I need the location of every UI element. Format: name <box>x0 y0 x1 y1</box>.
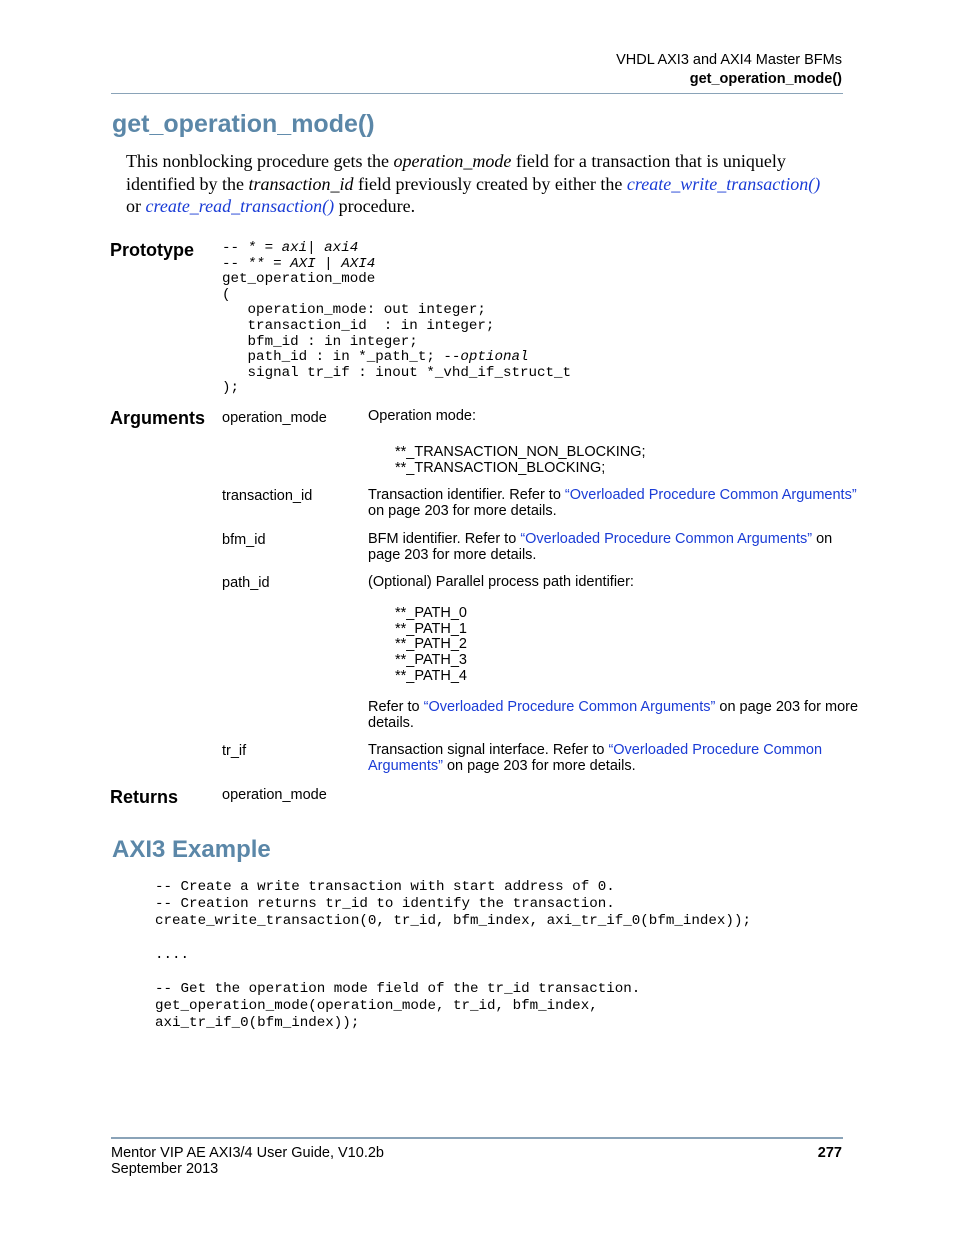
prototype-label: Prototype <box>110 240 195 260</box>
code-comment: * = axi| axi4 <box>247 240 359 256</box>
arg-value: **_PATH_2 <box>395 636 467 653</box>
arg-desc-operation-mode <box>368 409 860 476</box>
overloaded-args-link[interactable]: “Overloaded Procedure Common Arguments” <box>520 531 813 547</box>
page-number: 277 <box>817 1145 842 1161</box>
create-read-transaction-link[interactable]: create_read_transaction() <box>145 196 335 216</box>
code-line: get_operation_mode <box>222 271 376 288</box>
code-line: axi_tr_if_0(bfm_index)); <box>155 1015 360 1031</box>
intro-text: procedure. <box>334 196 416 216</box>
arg-value: **_PATH_3 <box>395 652 467 669</box>
footer-rule <box>111 1137 843 1139</box>
code-comment: -- <box>222 255 248 272</box>
arg-desc-text: Transaction identifier. Refer to <box>368 487 565 503</box>
code-line: create_write_transaction(0, tr_id, bfm_index, axi_tr_if_0(bfm_index)); <box>155 913 751 929</box>
code-line: -- Get the operation mode field of the tr_id transaction. <box>155 981 641 997</box>
returns-value: operation_mode <box>222 787 327 803</box>
code-line: ); <box>222 380 240 397</box>
running-header-topic: get_operation_mode() <box>689 71 842 87</box>
arg-name-operation-mode: operation_mode <box>222 410 327 426</box>
code-line: -- Create a write transaction with start address of 0. <box>155 879 615 895</box>
prototype-code <box>222 241 571 397</box>
code-line: get_operation_mode(operation_mode, tr_id, bfm_index, <box>155 998 598 1014</box>
arg-value: **_PATH_4 <box>395 667 467 684</box>
code-line: bfm_id : in integer; <box>222 333 418 350</box>
create-write-transaction-link[interactable]: create_write_transaction() <box>626 173 821 194</box>
code-line: -- Creation returns tr_id to identify the transaction. <box>155 896 615 912</box>
arg-desc-path-id <box>368 575 860 731</box>
arg-value: **_TRANSACTION_NON_BLOCKING; <box>395 443 646 460</box>
arg-desc-text: Operation mode: <box>368 408 477 424</box>
intro-paragraph <box>126 150 826 218</box>
arguments-label: Arguments <box>110 408 206 428</box>
code-line: .... <box>155 947 190 963</box>
arg-desc-text: on page 203 for more details. <box>368 531 833 563</box>
arg-desc-transaction-id <box>368 488 860 520</box>
arg-desc-text: Refer to <box>368 698 424 715</box>
arg-name-transaction-id: transaction_id <box>222 488 313 504</box>
returns-label: Returns <box>110 787 179 807</box>
code-comment: optional <box>460 349 529 366</box>
arg-desc-text: BFM identifier. Refer to <box>368 531 521 547</box>
arg-name-tr-if: tr_if <box>222 743 247 759</box>
arg-desc-bfm-id <box>368 532 860 564</box>
intro-text: field for a transaction that is uniquely identified by the <box>126 151 786 194</box>
intro-text: field previously created by either the <box>353 173 627 194</box>
arg-desc-text: on page 203 for more details. <box>368 502 557 519</box>
arg-value: **_PATH_0 <box>395 604 467 621</box>
intro-text: This nonblocking procedure gets the <box>126 151 394 171</box>
intro-text: or <box>126 196 146 216</box>
arg-value: **_TRANSACTION_BLOCKING; <box>395 459 606 476</box>
arg-desc-text: on page 203 for more details. <box>442 757 636 774</box>
code-line: signal tr_if : inout *_vhd_if_struct_t <box>222 364 572 381</box>
header-rule <box>111 93 843 94</box>
overloaded-args-link[interactable]: “Overloaded Procedure Common Arguments” <box>368 742 823 774</box>
code-line: transaction_id : in integer; <box>222 317 495 334</box>
footer-guide-title: Mentor VIP AE AXI3/4 User Guide, V10.2b <box>111 1145 384 1161</box>
intro-id-field: transaction_id <box>248 173 354 194</box>
overloaded-args-link[interactable]: “Overloaded Procedure Common Arguments” <box>564 487 857 503</box>
running-header-section: VHDL AXI3 and AXI4 Master BFMs <box>616 52 842 68</box>
page-title: get_operation_mode() <box>112 110 375 138</box>
intro-field-name: operation_mode <box>393 151 512 171</box>
code-line: operation_mode: out integer; <box>222 302 486 319</box>
arg-name-bfm-id: bfm_id <box>222 532 266 548</box>
code-comment: ** = AXI | AXI4 <box>247 255 376 272</box>
overloaded-args-link[interactable]: “Overloaded Procedure Common Arguments” <box>423 698 716 715</box>
footer-date: September 2013 <box>111 1161 219 1177</box>
example-heading: AXI3 Example <box>112 836 271 863</box>
arg-desc-tr-if <box>368 743 860 775</box>
arg-value: **_PATH_1 <box>395 620 467 637</box>
arg-refer-text <box>368 700 860 732</box>
arg-desc-text: on page 203 for more details. <box>368 698 859 731</box>
example-code <box>155 879 751 1032</box>
arg-desc-text: Transaction signal interface. Refer to <box>368 742 609 758</box>
arg-desc-text: (Optional) Parallel process path identifier: <box>368 574 634 590</box>
code-line: ( <box>222 286 231 303</box>
code-line: path_id : in *_path_t; -- <box>222 349 461 366</box>
code-comment: -- <box>222 240 248 256</box>
arg-name-path-id: path_id <box>222 575 270 591</box>
